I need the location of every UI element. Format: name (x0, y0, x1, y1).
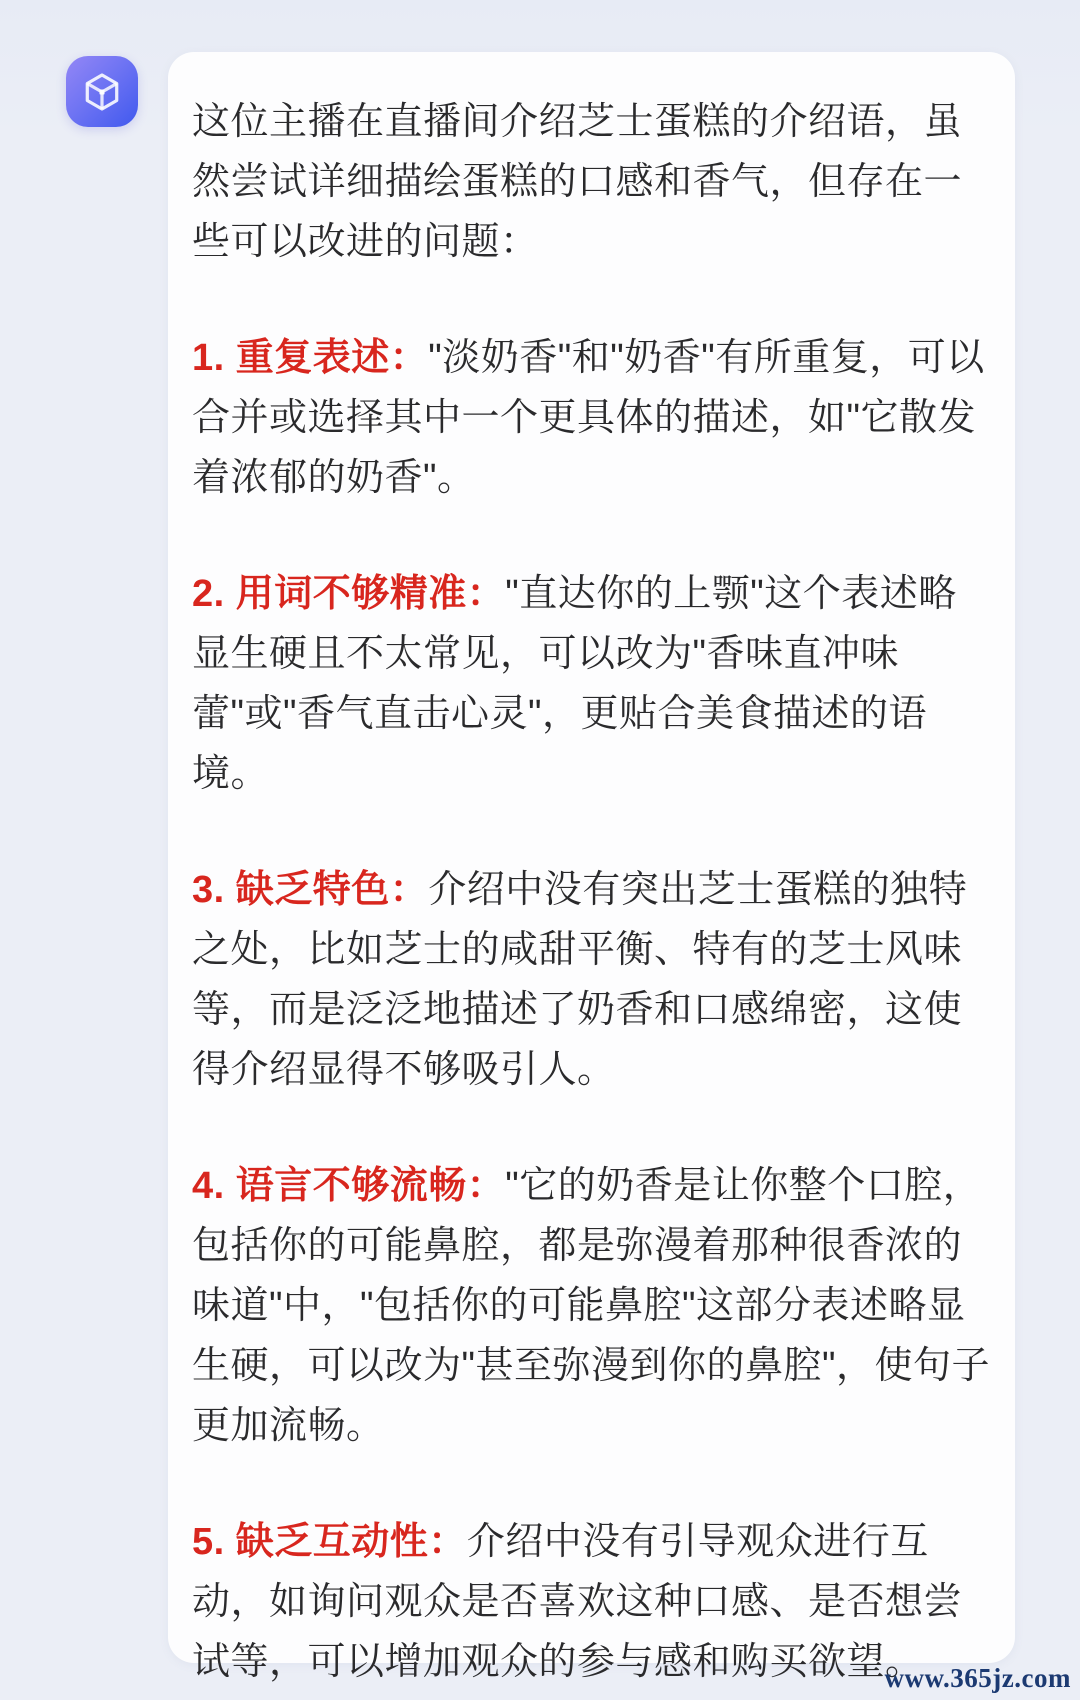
issue-body: 介绍中没有引导观众进行互动，如询问观众是否喜欢这种口感、是否想尝试等，可以增加观众的参与感和购买欲望。 (192, 1521, 963, 1683)
issue-number: 3. (192, 869, 225, 911)
message-intro: 这位主播在直播间介绍芝士蛋糕的介绍语，虽然尝试详细描绘蛋糕的口感和香气，但存在一些可以改进的问题： (192, 101, 963, 263)
issue-item-1 (192, 328, 993, 508)
issue-number: 4. (192, 1165, 225, 1207)
issue-item-3 (192, 860, 993, 1100)
cube-logo-icon (79, 69, 125, 115)
assistant-avatar (66, 56, 138, 127)
issue-body: "它的奶香是让你整个口腔，包括你的可能鼻腔，都是弥漫着那种很香浓的味道"中，"包括你的可能鼻腔"这部分表述略显生硬，可以改为"甚至弥漫到你的鼻腔"，使句子更加流畅。 (192, 1165, 990, 1447)
issue-title: 重复表述： (235, 337, 429, 379)
issue-title: 缺乏特色： (235, 869, 429, 911)
issue-item-2 (192, 564, 993, 804)
issue-number: 5. (192, 1521, 225, 1563)
issue-item-5 (192, 1512, 993, 1692)
issue-title: 用词不够精准： (235, 573, 506, 615)
assistant-message-card (168, 52, 1015, 1683)
issue-item-4 (192, 1156, 993, 1456)
issue-body: "淡奶香"和"奶香"有所重复，可以合并或选择其中一个更具体的描述，如"它散发着浓郁的奶香"。 (192, 337, 985, 499)
issue-number: 1. (192, 337, 225, 379)
issue-number: 2. (192, 573, 225, 615)
issue-title: 语言不够流畅： (235, 1165, 506, 1207)
watermark: www.365jz.com (884, 1663, 1071, 1693)
issue-title: 缺乏互动性： (235, 1521, 467, 1563)
issue-body: "直达你的上颚"这个表述略显生硬且不太常见，可以改为"香味直冲味蕾"或"香气直击心灵"，更贴合美食描述的语境。 (192, 573, 957, 795)
issue-body: 介绍中没有突出芝士蛋糕的独特之处，比如芝士的咸甜平衡、特有的芝士风味等，而是泛泛地描述了奶香和口感绵密，这使得介绍显得不够吸引人。 (192, 869, 968, 1091)
